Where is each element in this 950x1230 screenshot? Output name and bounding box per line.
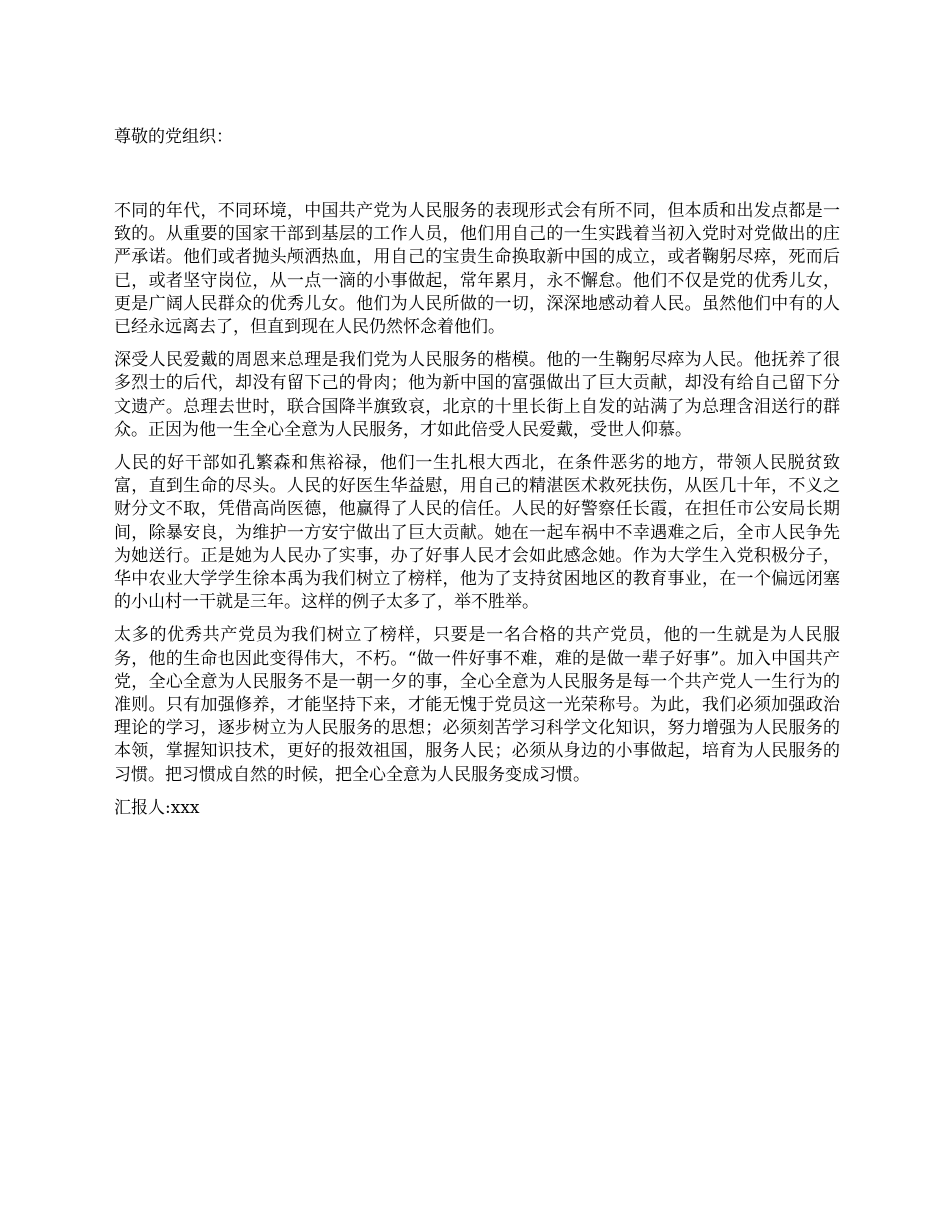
salutation: 尊敬的党组织： [114,127,233,147]
signature: 汇报人:xxx [114,797,200,818]
paragraph-4: 太多的优秀共产党员为我们树立了榜样，只要是一名合格的共产党员，他的一生就是为人民服务，他的生命也因此变得伟大，不朽。“做一件好事不难，难的是做一辈子好事”。加入中国共产党，全心全意为人民服务不是一朝一夕的事，全心全意为人民服务是每一个共产党人一生行为的准则。只有加强修养，才能坚持下来，才能无愧于党员这一光荣称号。为此，我们必须加强政治理论的学习，逐步树立为人民服务的思想；必须刻苦学习科学文化知识，努力增强为人民服务的本领，掌握知识技术，更好的报效祖国，服务人民；必须从身边的小事做起，培育为人民服务的习惯。把习惯成自然的时候，把全心全意为人民服务变成习惯。 [114,625,840,785]
paragraph-3: 人民的好干部如孔繁森和焦裕禄，他们一生扎根大西北，在条件恶劣的地方，带领人民脱贫致富，直到生命的尽头。人民的好医生华益慰，用自己的精湛医术救死扶伤，从医几十年，不义之财分文不取，凭借高尚医德，他赢得了人民的信任。人民的好警察任长霞，在担任市公安局长期间，除暴安良，为维护一方安宁做出了巨大贡献。她在一起车祸中不幸遇难之后，全市人民争先为她送行。正是她为人民办了实事，办了好事人民才会如此感念她。作为大学生入党积极分子，华中农业大学学生徐本禹为我们树立了榜样，他为了支持贫困地区的教育事业，在一个偏远闭塞的小山村一干就是三年。这样的例子太多了，举不胜举。 [114,453,840,613]
spacer [114,149,840,200]
paragraph-1: 不同的年代，不同环境，中国共产党为人民服务的表现形式会有所不同，但本质和出发点都是一致的。从重要的国家干部到基层的工作人员，他们用自己的一生实践着当初入党时对党做出的庄严承诺。他们或者抛头颅洒热血，用自己的宝贵生命换取新中国的成立，或者鞠躬尽瘁，死而后已，或者坚守岗位，从一点一滴的小事做起，常年累月，永不懈怠。他们不仅是党的优秀儿女，更是广阔人民群众的优秀儿女。他们为人民所做的一切，深深地感动着人民。虽然他们中有的人已经永远离去了，但直到现在人民仍然怀念着他们。 [114,201,840,338]
letter-body [114,126,840,820]
paragraph-2: 深受人民爱戴的周恩来总理是我们党为人民服务的楷模。他的一生鞠躬尽瘁为人民。他抚养了很多烈士的后代，却没有留下己的骨肉；他为新中国的富强做出了巨大贡献，却没有给自己留下分文遗产。总理去世时，联合国降半旗致哀，北京的十里长街上自发的站满了为总理含泪送行的群众。正因为他一生全心全意为人民服务，才如此倍受人民爱戴，受世人仰慕。 [114,350,840,440]
